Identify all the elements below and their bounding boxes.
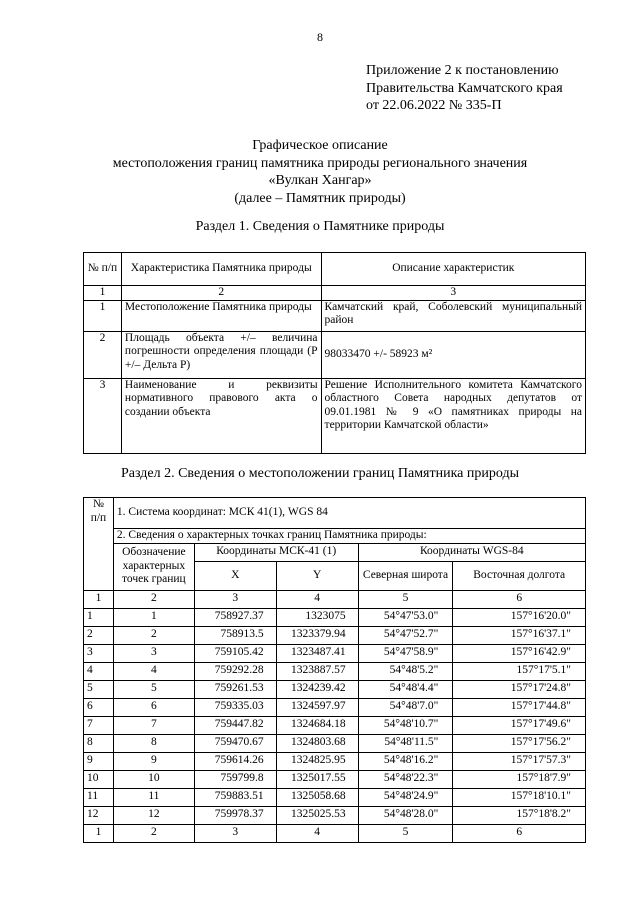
table-cell: 2 xyxy=(84,626,114,644)
table-row xyxy=(84,734,586,752)
table-cell: 5 xyxy=(84,680,114,698)
title-line: «Вулкан Хангар» xyxy=(268,173,372,188)
table-cell: 1324684.18 xyxy=(276,716,358,734)
table-cell: 6 xyxy=(453,590,586,608)
table-row xyxy=(84,698,586,716)
table-cell: 54°48'7.0" xyxy=(358,698,453,716)
table-row xyxy=(84,608,586,626)
header-cell: X xyxy=(194,561,276,590)
table-row xyxy=(84,770,586,788)
table-cell: 11 xyxy=(113,788,194,806)
table-cell: 758913.5 xyxy=(194,626,276,644)
table-cell: 2 xyxy=(121,286,321,301)
table-cell: 54°48'24.9" xyxy=(358,788,453,806)
table-cell: 1 xyxy=(84,300,122,331)
title-line: местоположения границ памятника природы регионального значения xyxy=(112,155,528,171)
table-row xyxy=(84,331,586,378)
table-cell: Площадь объекта +/– величина погрешности определения площади (Р +/– Дельта Р) xyxy=(121,331,321,378)
table-cell: 1323887.57 xyxy=(276,662,358,680)
header-cell: № п/п xyxy=(84,498,114,591)
column-number-row xyxy=(84,286,586,301)
table-cell: 1325017.55 xyxy=(276,770,358,788)
header-cell: Восточная долгота xyxy=(453,561,586,590)
table-cell: 157°17'57.3" xyxy=(453,752,586,770)
header-cell: Описание характеристик xyxy=(321,253,585,286)
table-cell: 8 xyxy=(113,734,194,752)
table-cell: 7 xyxy=(84,716,114,734)
table-cell: 54°48'10.7" xyxy=(358,716,453,734)
table-cell: 2 xyxy=(113,626,194,644)
appendix-line: от 22.06.2022 № 335-П xyxy=(366,98,502,113)
table-cell: 1 xyxy=(84,608,114,626)
table-cell: 759261.53 xyxy=(194,680,276,698)
table-cell: 157°17'44.8" xyxy=(453,698,586,716)
title-line: Графическое описание xyxy=(252,138,388,153)
table-cell: 157°17'56.2" xyxy=(453,734,586,752)
table-cell: 3 xyxy=(194,590,276,608)
table-cell: 54°48'11.5" xyxy=(358,734,453,752)
table-cell: 54°47'58.9" xyxy=(358,644,453,662)
table-cell: 1324803.68 xyxy=(276,734,358,752)
table-row xyxy=(84,626,586,644)
table-cell: 11 xyxy=(84,788,114,806)
table-cell: 4 xyxy=(113,662,194,680)
table-cell: 4 xyxy=(84,662,114,680)
table-cell: 157°17'24.8" xyxy=(453,680,586,698)
column-number-row xyxy=(84,590,586,608)
table-cell: 759447.82 xyxy=(194,716,276,734)
table-cell: 1324239.42 xyxy=(276,680,358,698)
document-title xyxy=(0,137,640,207)
table-cell: 759799.8 xyxy=(194,770,276,788)
coordinate-system-cell: 1. Система координат: МСК 41(1), WGS 84 xyxy=(113,498,585,529)
table-cell: 157°17'49.6" xyxy=(453,716,586,734)
table-cell: Решение Исполнительного комитета Камчатского областного Совета народных депутатов от 09.01.1981 № 9 «О памятниках природы на территории Камчатской области» xyxy=(321,378,585,453)
table-cell: 6 xyxy=(84,698,114,716)
table-cell: 157°16'42.9" xyxy=(453,644,586,662)
table-cell: 12 xyxy=(84,806,114,824)
header-cell: Характеристика Памятника природы xyxy=(121,253,321,286)
table-header-row xyxy=(84,253,586,286)
header-cell: Координаты МСК-41 (1) xyxy=(194,543,358,561)
table-cell: 3 xyxy=(321,286,585,301)
table-cell: 6 xyxy=(113,698,194,716)
table-cell: 759883.51 xyxy=(194,788,276,806)
table-cell: 5 xyxy=(358,590,453,608)
points-caption-row xyxy=(84,529,586,544)
header-cell: Координаты WGS-84 xyxy=(358,543,585,561)
table-cell: 759335.03 xyxy=(194,698,276,716)
appendix-note xyxy=(366,62,563,115)
table-cell: 6 xyxy=(453,824,586,842)
table-cell: 1323487.41 xyxy=(276,644,358,662)
table-cell: 10 xyxy=(84,770,114,788)
table-cell: 54°48'22.3" xyxy=(358,770,453,788)
table-row xyxy=(84,680,586,698)
table-cell: 9 xyxy=(84,752,114,770)
table-cell: 54°48'4.4" xyxy=(358,680,453,698)
table-cell: 157°17'5.1" xyxy=(453,662,586,680)
table-cell: 54°48'16.2" xyxy=(358,752,453,770)
table-cell: 98033470 +/- 58923 м² xyxy=(321,331,585,378)
table-cell: Местоположение Памятника природы xyxy=(121,300,321,331)
table-cell: 54°47'52.7" xyxy=(358,626,453,644)
table-cell: 5 xyxy=(358,824,453,842)
table-cell: 759105.42 xyxy=(194,644,276,662)
table-cell: 3 xyxy=(84,378,122,453)
table-cell: 4 xyxy=(276,590,358,608)
table-cell: 54°47'53.0" xyxy=(358,608,453,626)
column-number-row xyxy=(84,824,586,842)
table-cell: 1 xyxy=(84,824,114,842)
table-cell: 1323075 xyxy=(276,608,358,626)
table-header-row xyxy=(84,543,586,561)
table-cell: 5 xyxy=(113,680,194,698)
table-cell: 3 xyxy=(84,644,114,662)
table-cell: Камчатский край, Соболевский муниципальный район xyxy=(321,300,585,331)
table-cell: 9 xyxy=(113,752,194,770)
section2-heading: Раздел 2. Сведения о местоположении границ Памятника природы xyxy=(120,466,520,481)
table-cell: 1 xyxy=(113,608,194,626)
points-caption-cell: 2. Сведения о характерных точках границ Памятника природы: xyxy=(113,529,585,544)
table-cell: 1325025.53 xyxy=(276,806,358,824)
object-info-table xyxy=(83,252,586,454)
coordinate-system-row xyxy=(84,498,586,529)
section1-heading: Раздел 1. Сведения о Памятнике природы xyxy=(195,219,445,234)
table-cell: 1325058.68 xyxy=(276,788,358,806)
table-cell: 54°48'28.0" xyxy=(358,806,453,824)
title-line: (далее – Памятник природы) xyxy=(234,190,406,206)
table-cell: 1 xyxy=(84,590,114,608)
table-cell: 157°18'8.2" xyxy=(453,806,586,824)
header-cell: Y xyxy=(276,561,358,590)
table-row xyxy=(84,378,586,453)
table-cell: 7 xyxy=(113,716,194,734)
table-cell: 759614.26 xyxy=(194,752,276,770)
table-cell: 3 xyxy=(194,824,276,842)
table-row xyxy=(84,752,586,770)
table-cell: 8 xyxy=(84,734,114,752)
table-cell: 10 xyxy=(113,770,194,788)
table-cell: 2 xyxy=(113,824,194,842)
page-number: 8 xyxy=(317,30,323,44)
table-row xyxy=(84,788,586,806)
table-row xyxy=(84,662,586,680)
table-cell: 157°16'20.0" xyxy=(453,608,586,626)
table-cell: 157°16'37.1" xyxy=(453,626,586,644)
header-cell: Обозначение характерных точек границ xyxy=(113,543,194,590)
table-row xyxy=(84,300,586,331)
table-cell: 1323379.94 xyxy=(276,626,358,644)
appendix-line: Приложение 2 к постановлению xyxy=(366,63,559,78)
table-cell: 2 xyxy=(84,331,122,378)
table-row xyxy=(84,806,586,824)
table-row xyxy=(84,716,586,734)
table-cell: 4 xyxy=(276,824,358,842)
table-cell: 758927.37 xyxy=(194,608,276,626)
table-cell: 12 xyxy=(113,806,194,824)
coordinates-table xyxy=(83,497,586,843)
table-cell: 1324825.95 xyxy=(276,752,358,770)
table-cell: 2 xyxy=(113,590,194,608)
table-cell: Наименование и реквизиты нормативного правового акта о создании объекта xyxy=(121,378,321,453)
table-cell: 3 xyxy=(113,644,194,662)
table-cell: 759978.37 xyxy=(194,806,276,824)
table-cell: 759470.67 xyxy=(194,734,276,752)
table-row xyxy=(84,644,586,662)
table-cell: 157°18'7.9" xyxy=(453,770,586,788)
header-cell: Северная широта xyxy=(358,561,453,590)
header-cell: № п/п xyxy=(84,253,122,286)
table-cell: 157°18'10.1" xyxy=(453,788,586,806)
appendix-line: Правительства Камчатского края xyxy=(366,80,563,96)
table-cell: 54°48'5.2" xyxy=(358,662,453,680)
table-cell: 759292.28 xyxy=(194,662,276,680)
table-cell: 1324597.97 xyxy=(276,698,358,716)
table-cell: 1 xyxy=(84,286,122,301)
